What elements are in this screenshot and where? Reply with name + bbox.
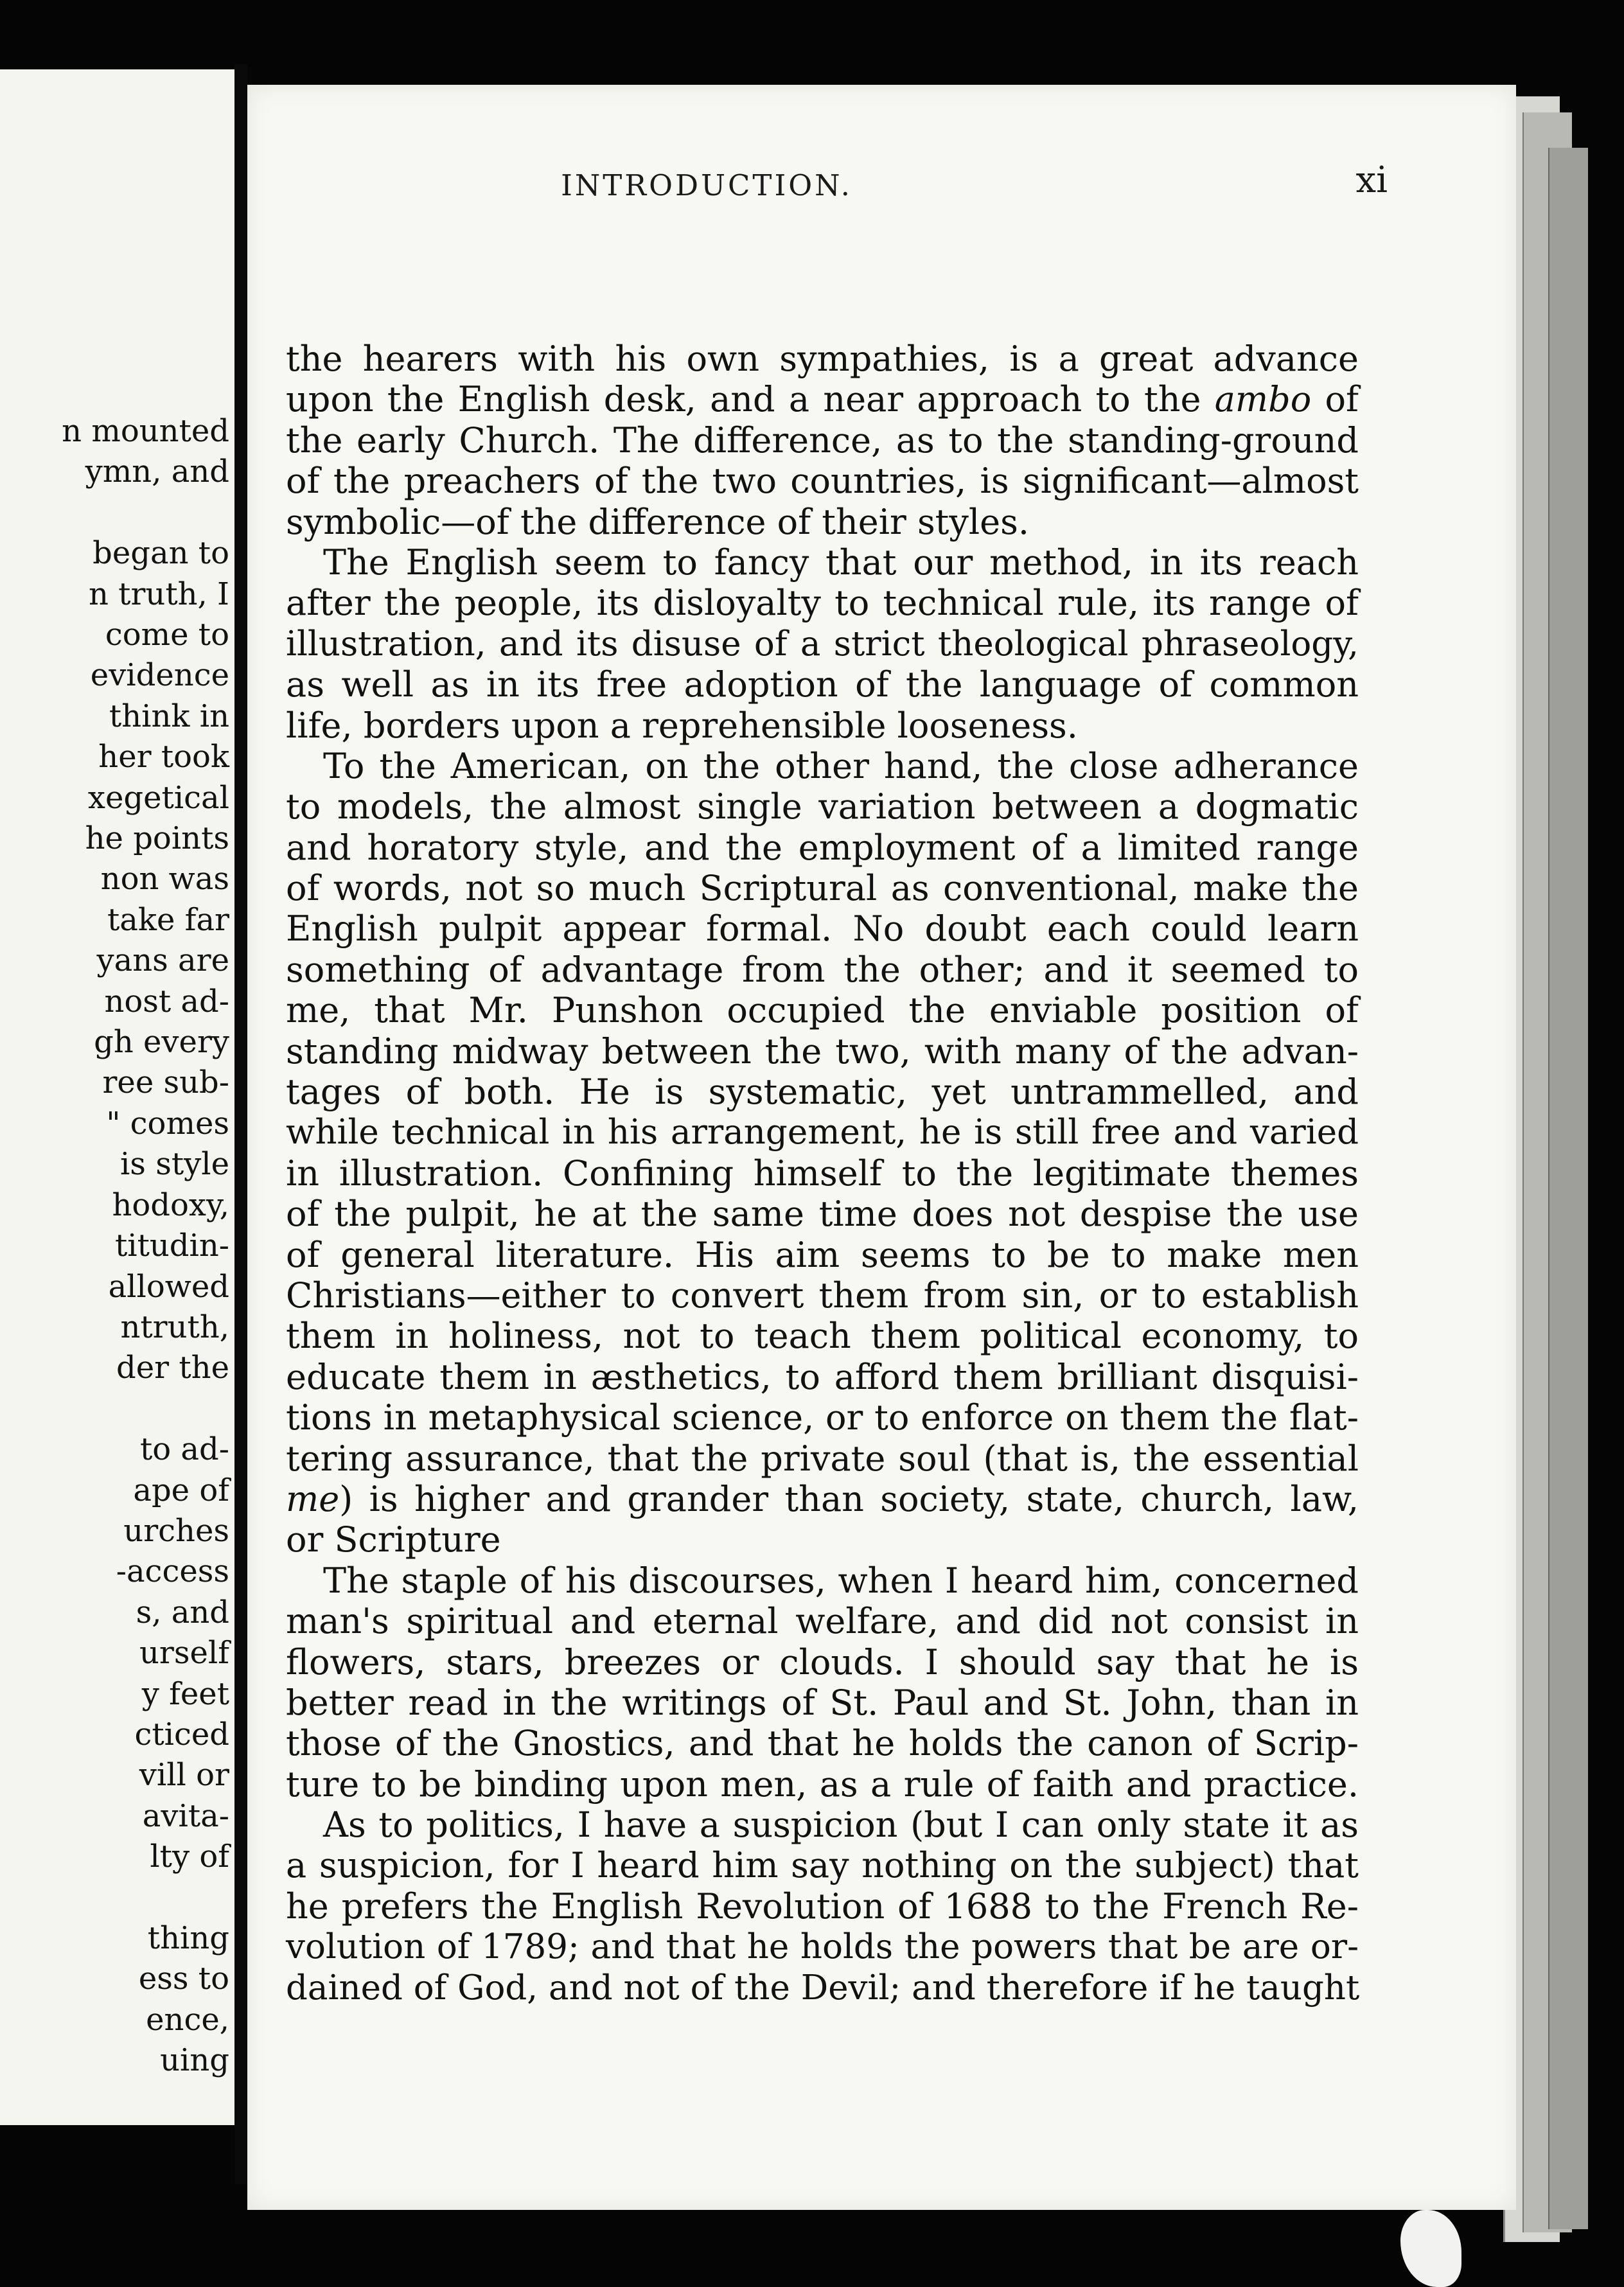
text-line: the hearers with his own sympathies, is a great advance [286,339,1359,379]
text-line: educate them in æsthetics, to afford them brilliant disquisi- [286,1356,1359,1397]
left-page-line: ape of [133,1472,229,1508]
text-line: them in holiness, not to teach them political economy, to [286,1316,1359,1357]
left-page-line: lty of [150,1839,229,1875]
left-page-line: vill or [139,1757,229,1794]
left-page-line: her took [98,739,229,775]
left-page-line: take far [107,901,229,938]
text-line: the early Church. The difference, as to the standing-ground [286,419,1359,461]
text-line: of the preachers of the two countries, is significant—almost [286,461,1359,502]
text-line: of words, not so much Scriptural as conventional, make the [286,868,1359,909]
facing-page-left [0,69,238,2125]
left-page-line: urches [123,1512,229,1549]
left-page-line: ntruth, [120,1309,229,1345]
text-line: he prefers the English Revolution of 1688 to the French Re- [286,1885,1359,1927]
paper-tear [1400,2210,1461,2287]
text-line: and horatory style, and the employment of a limited range [286,827,1359,868]
text-line: tages of both. He is systematic, yet untrammelled, and [286,1072,1359,1113]
left-page-line: he points [85,820,229,857]
text-line: me, that Mr. Punshon occupied the enviable position of [286,990,1359,1031]
left-page-line: is style [119,1146,229,1183]
left-page-line: urself [139,1635,229,1672]
text-line: after the people, its disloyalty to technical rule, its range of [286,583,1359,624]
text-line: while technical in his arrangement, he is still free and varied [286,1113,1359,1152]
left-page-line [62,1878,229,1918]
left-page-line: began to [93,535,229,572]
left-page-line: y feet [141,1675,229,1712]
text-line: As to politics, I have a suspicion (but I can only state it as [323,1805,1359,1846]
left-page-line [62,1389,229,1429]
text-line: me) is higher and grander than society, state, church, law, [286,1478,1359,1519]
left-page-line: nost ad- [104,983,229,1020]
left-page-line: ymn, and [85,454,229,490]
left-page-line: -access [116,1553,229,1590]
left-page-line: " comes [106,1105,229,1142]
text-line: a suspicion, for I heard him say nothing on the subject) that [286,1845,1359,1886]
left-page-line: think in [109,698,229,734]
left-page-line: n truth, I [89,576,229,612]
text-line: volution of 1789; and that he holds the powers that be are or- [286,1927,1359,1967]
left-page-line: come to [105,617,229,653]
left-page-line: thing [147,1920,229,1956]
text-line: upon the English desk, and a near approach to the ambo of [286,379,1359,420]
text-line: The staple of his discourses, when I heard him, concerned [323,1560,1359,1601]
text-line: dained of God, and not of the Devil; and therefore if he taught [286,1968,1360,2008]
left-page-text-fragments [62,411,229,2081]
italic-word: me [286,1478,340,1519]
left-page-line: s, and [136,1594,229,1630]
text-line: The English seem to fancy that our method, in its reach [323,542,1359,583]
text-line: of the pulpit, he at the same time does not despise the use [286,1194,1359,1235]
text-line: those of the Gnostics, and that he holds the canon of Scrip- [286,1723,1359,1764]
left-page-line: to ad- [139,1431,229,1468]
text-line: standing midway between the two, with many of the advan- [286,1030,1359,1072]
left-page-line: n mounted [62,413,229,449]
text-line: something of advantage from the other; and it seemed to [286,949,1359,990]
page-right [247,85,1516,2210]
running-head: INTRODUCTION. [561,168,852,202]
left-page-line: allowed [108,1268,229,1305]
italic-word: ambo [1214,379,1312,420]
left-page-line: ess to [138,1961,229,1997]
text-line: To the American, on the other hand, the close adherance [323,745,1359,786]
left-page-line: evidence [90,657,229,694]
text-line: illustration, and its disuse of a strict theological phraseology, [286,624,1359,664]
page-edge-stack-back [1548,148,1588,2229]
left-page-line: xegetical [87,779,229,816]
left-page-line: ree sub- [102,1064,229,1101]
text-line: English pulpit appear formal. No doubt each could learn [286,908,1359,949]
text-line: life, borders upon a reprehensible looseness. [286,705,1078,746]
text-line: as well as in its free adoption of the language of common [286,664,1359,705]
body-text [286,339,1359,2008]
left-page-line: ence, [146,2001,229,2038]
text-line: tering assurance, that the private soul (that is, the essential [286,1438,1359,1479]
left-page-line: avita- [142,1797,229,1834]
left-page-line: hodoxy, [112,1187,229,1223]
left-page-line: cticed [134,1716,229,1753]
text-line: man's spiritual and eternal welfare, and did not consist in [286,1601,1359,1642]
text-line: better read in the writings of St. Paul and St. John, than in [286,1682,1359,1723]
text-line: to models, the almost single variation between a dogmatic [286,786,1359,827]
text-line: tions in metaphysical science, or to enforce on them the flat- [286,1397,1359,1438]
text-line: flowers, stars, breezes or clouds. I should say that he is [286,1641,1359,1682]
left-page-line: titudin- [114,1228,229,1264]
left-page-line: uing [160,2042,229,2079]
left-page-line: non was [100,861,229,897]
text-line: of general literature. His aim seems to be to make men [286,1234,1359,1275]
left-page-line: yans are [96,942,229,979]
text-line: ture to be binding upon men, as a rule of faith and practice. [286,1763,1359,1805]
left-page-line [62,493,229,533]
page-number: xi [1355,159,1388,201]
text-line: or Scripture [286,1519,501,1560]
left-page-line: der the [116,1350,229,1386]
text-line: Christians—either to convert them from sin, or to establish [286,1275,1359,1316]
book-gutter [234,64,247,2184]
text-line: in illustration. Confining himself to the legitimate themes [286,1152,1359,1194]
left-page-line: gh every [94,1024,229,1061]
text-line: symbolic—of the difference of their styles. [286,501,1029,542]
